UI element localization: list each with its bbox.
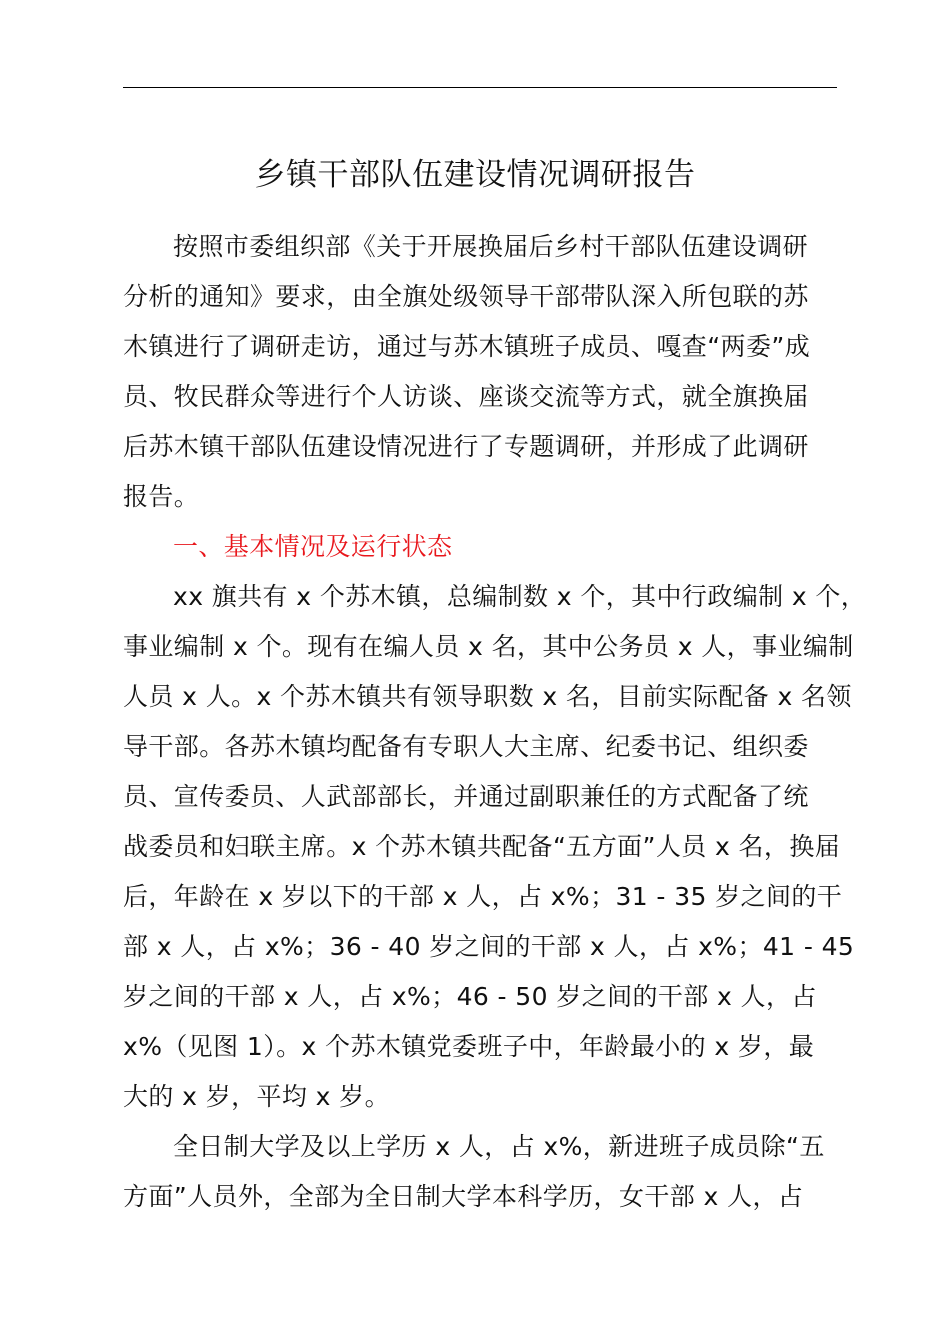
paragraph-1-line-2: 分析的通知》要求，由全旗处级领导干部带队深入所包联的苏 [123,282,809,311]
paragraph-2-line-4: 导干部。各苏木镇均配备有专职人大主席、纪委书记、组织委 [123,732,809,761]
paragraph-1-line-1: 按照市委组织部《关于开展换届后乡村干部队伍建设调研 [173,232,809,261]
paragraph-2-line-10: x%（见图 1）。x 个苏木镇党委班子中，年龄最小的 x 岁，最 [123,1032,815,1061]
paragraph-2-line-1: xx 旗共有 x 个苏木镇，总编制数 x 个，其中行政编制 x 个， [173,582,867,611]
document-title: 乡镇干部队伍建设情况调研报告 [254,157,696,193]
paragraph-2-line-8: 部 x 人，占 x%；36 - 40 岁之间的干部 x 人，占 x%；41 - 45 [123,932,855,961]
paragraph-1-line-6: 报告。 [123,482,200,511]
paragraph-2-line-7: 后，年龄在 x 岁以下的干部 x 人，占 x%；31 - 35 岁之间的干 [123,882,843,911]
paragraph-2-line-11: 大的 x 岁，平均 x 岁。 [123,1082,390,1111]
paragraph-2-line-2: 事业编制 x 个。现有在编人员 x 名，其中公务员 x 人，事业编制 [123,632,854,661]
paragraph-2-line-6: 战委员和妇联主席。x 个苏木镇共配备“五方面”人员 x 名，换届 [123,832,841,861]
paragraph-1-line-4: 员、牧民群众等进行个人访谈、座谈交流等方式，就全旗换届 [123,382,809,411]
paragraph-3-line-1: 全日制大学及以上学历 x 人，占 x%，新进班子成员除“五 [173,1132,825,1161]
paragraph-1-line-3: 木镇进行了调研走访，通过与苏木镇班子成员、嘎查“两委”成 [123,332,811,361]
paragraph-2-line-9: 岁之间的干部 x 人，占 x%；46 - 50 岁之间的干部 x 人，占 [123,982,817,1011]
section-heading: 一、基本情况及运行状态 [173,532,453,561]
header-rule [123,87,837,88]
paragraph-3-line-2: 方面”人员外，全部为全日制大学本科学历，女干部 x 人，占 [123,1182,804,1211]
paragraph-1-line-5: 后苏木镇干部队伍建设情况进行了专题调研，并形成了此调研 [123,432,809,461]
paragraph-2-line-5: 员、宣传委员、人武部部长，并通过副职兼任的方式配备了统 [123,782,809,811]
paragraph-2-line-3: 人员 x 人。x 个苏木镇共有领导职数 x 名，目前实际配备 x 名领 [123,682,852,711]
